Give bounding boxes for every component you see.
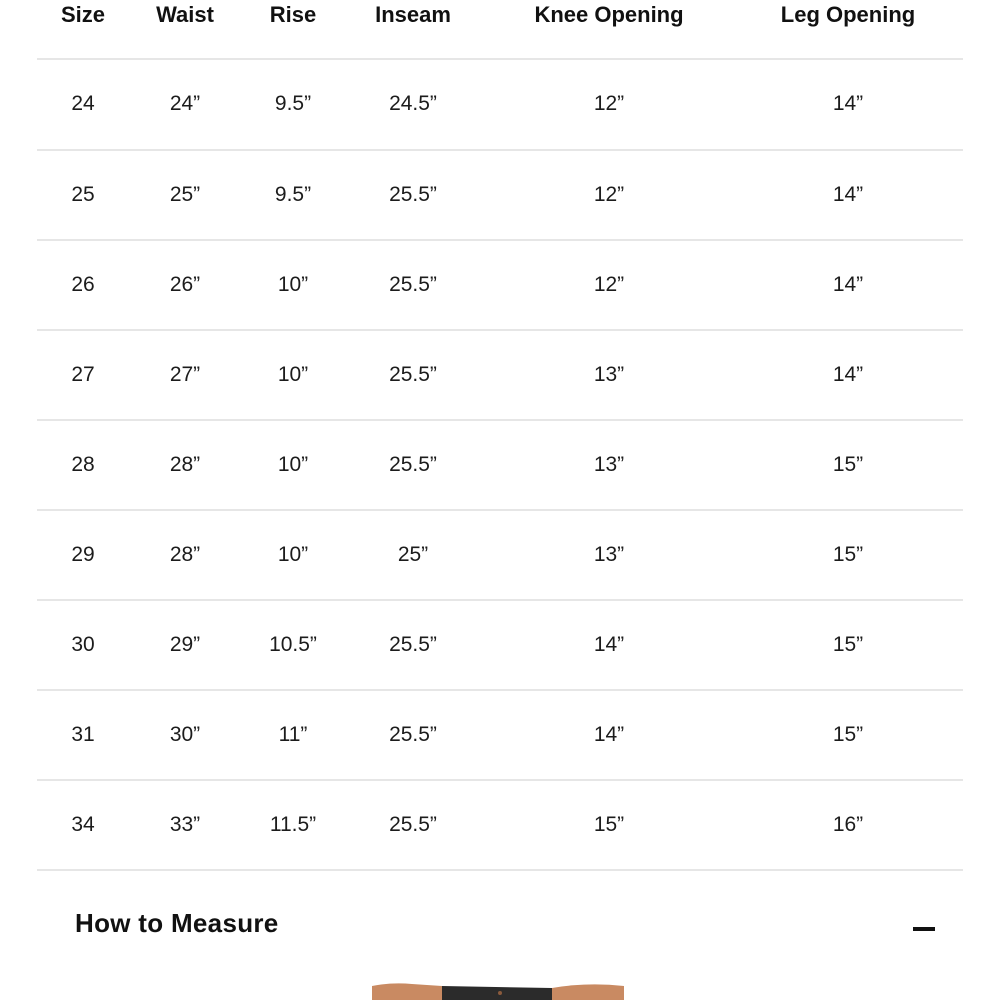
table-cell: 24.5” xyxy=(389,92,437,115)
table-row xyxy=(37,421,963,511)
table-cell: 15” xyxy=(593,813,625,836)
table-cell: 10.5” xyxy=(269,633,317,656)
table-cell: 27 xyxy=(71,363,95,386)
header-rise: Rise xyxy=(269,2,317,27)
table-cell: 15” xyxy=(832,723,864,746)
table-cell: 25 xyxy=(71,183,95,206)
table-cell: 13” xyxy=(593,453,625,476)
table-row xyxy=(37,60,963,151)
table-cell: 30 xyxy=(71,633,95,656)
table-cell: 25” xyxy=(169,183,201,206)
table-cell: 25.5” xyxy=(389,363,437,386)
table-cell: 29 xyxy=(71,543,95,566)
table-cell: 29” xyxy=(169,633,201,656)
table-cell: 24 xyxy=(71,92,95,115)
table-cell: 12” xyxy=(593,92,625,115)
model-photo-icon xyxy=(372,980,624,1000)
table-cell: 9.5” xyxy=(274,92,312,115)
header-knee-opening: Knee Opening xyxy=(534,2,684,27)
table-cell: 12” xyxy=(593,183,625,206)
table-row xyxy=(37,511,963,601)
table-cell: 25.5” xyxy=(389,723,437,746)
table-row xyxy=(37,241,963,331)
table-cell: 14” xyxy=(832,92,864,115)
table-row xyxy=(37,331,963,421)
table-header-row xyxy=(37,0,963,60)
table-cell: 10” xyxy=(277,543,309,566)
table-cell: 10” xyxy=(277,363,309,386)
table-cell: 27” xyxy=(169,363,201,386)
table-row xyxy=(37,151,963,241)
table-cell: 14” xyxy=(593,723,625,746)
table-cell: 14” xyxy=(832,273,864,296)
size-chart-table xyxy=(37,0,963,871)
table-body xyxy=(37,60,963,871)
table-cell: 11.5” xyxy=(269,813,317,836)
header-leg-opening: Leg Opening xyxy=(780,2,916,27)
table-cell: 28” xyxy=(169,453,201,476)
header-size: Size xyxy=(60,2,106,27)
table-cell: 9.5” xyxy=(274,183,312,206)
table-cell: 15” xyxy=(832,633,864,656)
table-cell: 25.5” xyxy=(389,183,437,206)
table-cell: 25.5” xyxy=(389,813,437,836)
table-cell: 34 xyxy=(71,813,95,836)
table-cell: 12” xyxy=(593,273,625,296)
table-cell: 25.5” xyxy=(389,273,437,296)
table-cell: 24” xyxy=(169,92,201,115)
table-cell: 33” xyxy=(169,813,201,836)
table-row xyxy=(37,601,963,691)
table-cell: 14” xyxy=(832,363,864,386)
table-cell: 26” xyxy=(169,273,201,296)
table-cell: 28” xyxy=(169,543,201,566)
header-inseam: Inseam xyxy=(375,2,451,27)
table-cell: 15” xyxy=(832,453,864,476)
measurement-model-image xyxy=(372,980,624,1000)
table-cell: 10” xyxy=(277,273,309,296)
table-cell: 11” xyxy=(278,723,308,746)
table-cell: 28 xyxy=(71,453,95,476)
table-cell: 25” xyxy=(397,543,429,566)
header-waist: Waist xyxy=(156,2,214,27)
how-to-measure-section xyxy=(37,870,963,1000)
minus-icon[interactable] xyxy=(909,918,939,942)
table-cell: 14” xyxy=(593,633,625,656)
table-cell: 25.5” xyxy=(389,633,437,656)
table-cell: 16” xyxy=(832,813,864,836)
table-cell: 10” xyxy=(277,453,309,476)
table-cell: 14” xyxy=(832,183,864,206)
table-cell: 15” xyxy=(832,543,864,566)
table-cell: 30” xyxy=(169,723,201,746)
table-row xyxy=(37,781,963,871)
table-cell: 25.5” xyxy=(389,453,437,476)
table-cell: 31 xyxy=(71,723,95,746)
collapse-bar xyxy=(913,927,935,931)
how-to-measure-title: How to Measure xyxy=(75,908,279,938)
table-cell: 13” xyxy=(593,543,625,566)
table-cell: 13” xyxy=(593,363,625,386)
table-row xyxy=(37,691,963,781)
table-cell: 26 xyxy=(71,273,95,296)
